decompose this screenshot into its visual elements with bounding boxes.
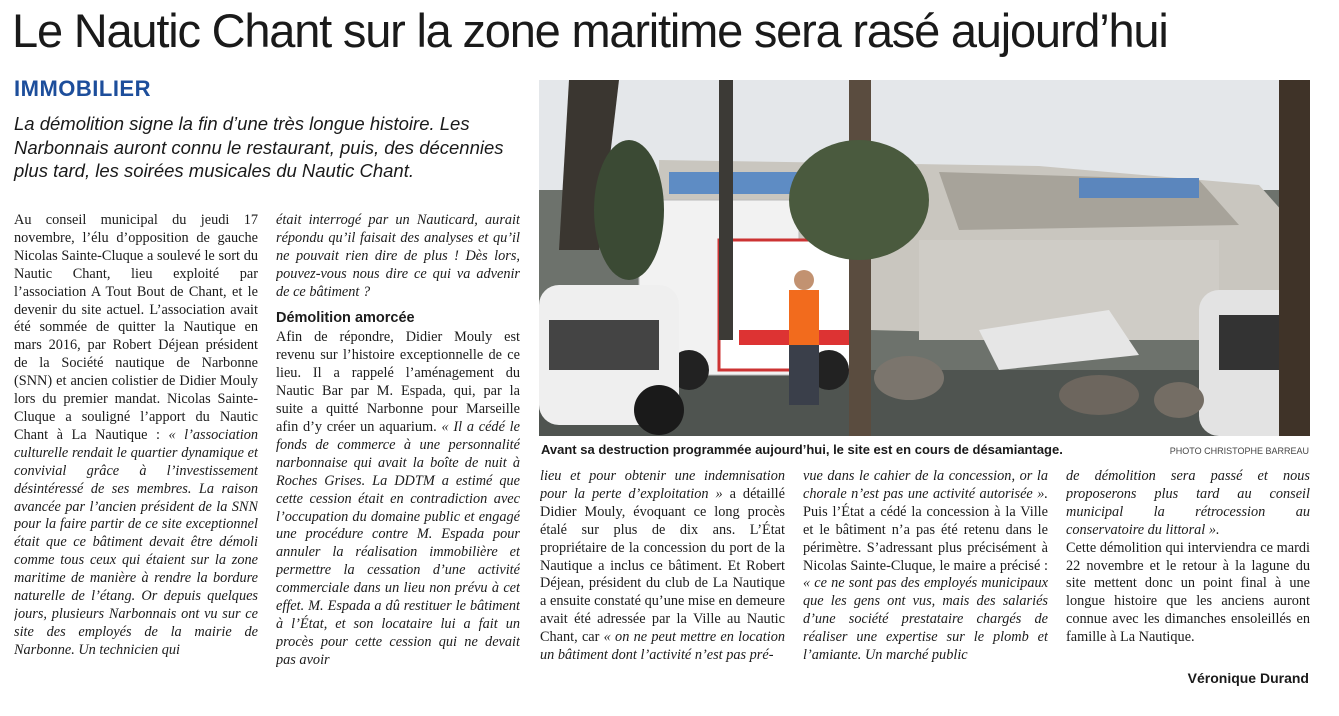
article-photo <box>539 80 1310 436</box>
col4-quote2: « ce ne sont pas des employés municipaux que les gens ont vus, mais des salariés d’une société prestataire chargés de réaliser une expertise sur le plomb et l’amiante. Un marché public <box>803 575 1048 664</box>
author-signature: Véronique Durand <box>1187 670 1309 686</box>
rubric-label: IMMOBILIER <box>14 76 151 101</box>
col1-text: Au conseil municipal du jeudi 17 novembre, l’élu d’opposition de gauche Nicolas Sainte-Cluque a soulevé le sort du Nautic Chant, lieu exploité par l’association A Tout Bout de Chant, et le devenir du site actuel. L’association avait été sommée de quitter la Nautique en mars 2016, par Robert Déjean président de la Société nautique de Narbonne (SNN) et ancien colistier de Didier Mouly lors du premier mandat. Nicolas Sainte-Cluque a souligné l’apport du Nautic Chant à La Nautique : <box>14 212 258 443</box>
col2-text: Afin de répondre, Didier Mouly est revenu sur l’histoire exceptionnelle de ce lieu. Il a rappelé l’aménagement du Nautic Bar par M. Espada, qui, par la suite a quitté Narbonne pour Marseille afin d’y créer un aquarium. <box>276 329 520 435</box>
col4-quote: vue dans le cahier de la concession, or la chorale n’est pas une activité autorisée ». <box>803 468 1048 502</box>
article-column-1 <box>14 212 258 692</box>
article-column-2 <box>276 212 520 692</box>
article-column-5 <box>1066 468 1310 668</box>
col3-quote2: « on ne peut mettre en location un bâtiment dont l’activité n’est pas pré- <box>540 629 785 664</box>
col4-text: Puis l’État a cédé la concession à la Ville et le bâtiment n’a pas été retenu dans le périmètre. S’adressant plus précisément à Nicolas Sainte-Cluque, le maire a précisé : <box>803 503 1048 574</box>
headline: Le Nautic Chant sur la zone maritime sera rasé aujourd’hui <box>12 4 1168 57</box>
col3-text: a détaillé Didier Mouly, évoquant ce long procès étalé sur plus de dix ans. L’État propriétaire de la concession du port de la Nautique a inclus ce bâtiment. Et Robert Déjean, président du club de La Nautique a ensuite constaté qu’une mise en demeure avait été adressée par la Ville au Nautic Chant, car <box>540 485 785 646</box>
photo-credit: PHOTO CHRISTOPHE BARREAU <box>1169 446 1309 456</box>
col3-quote: lieu et pour obtenir une indemnisation pour la perte d’exploitation » <box>540 468 785 502</box>
subhead-demolition: Démolition amorcée <box>276 309 415 326</box>
demolition-site-photo <box>539 80 1310 436</box>
col5-quote: de démolition sera passé et nous proposerons plus tard au conseil municipal la rétrocession au conservatoire du littoral ». <box>1066 468 1310 538</box>
article-column-3 <box>540 468 785 696</box>
photo-caption: Avant sa destruction programmée aujourd’hui, le site est en cours de désamiantage. <box>541 442 1063 457</box>
col2-quote: était interrogé par un Nauticard, aurait répondu qu’il faisait des analyses et qu’il ne pouvait rien dire de plus ! Dès lors, pouvez-vous nous dire ce qui va advenir de ce bâtiment ? <box>276 212 520 300</box>
col2-quote2: « Il a cédé le fonds de commerce à une personnalité narbonnaise qui avait la boîte de nuit à Roches Grises. La DDTM a estimé que cette cession était en contradiction avec l’occupation du domaine public et engagé une procédure contre M. Espada pour annuler la réalisation immobilière et permettre la cessation d’une activité commerciale dans un lieu non prévu à cet effet. M. Espada a dû restituer le bâtiment à l’État, et son locataire lui a fait un procès pour cette cession qui ne devait pas avoir <box>276 418 520 668</box>
col1-quote: « l’association culturelle rendait le quartier dynamique et convivial grâce à l’investissement désintéressé de ses membres. La raison avancée par l’ancien président de la SNN pour la faire partir de ce site exceptionnel était que ce bâtiment devait être démoli comme tous ceux qui étaient sur la zone maritime de manière à rendre la bordure naturelle de l’étang. Or depuis quelques jours, plusieurs Narbonnais ont vu sur ce site des employés de la mairie de Narbonne. Un technicien qui <box>14 426 258 658</box>
chapo-intro: La démolition signe la fin d’une très longue histoire. Les Narbonnais auront connu le restaurant, puis, des décennies plus tard, les soirées musicales du Nautic Chant. <box>14 113 504 181</box>
col5-text: Cette démolition qui interviendra ce mardi 22 novembre et le retour à la lagune du site mettent donc un point final à une longue histoire que les anciens auront connue avec les dimanches ensoleillés en famille à La Nautique. <box>1066 539 1310 646</box>
article-column-4 <box>803 468 1048 696</box>
